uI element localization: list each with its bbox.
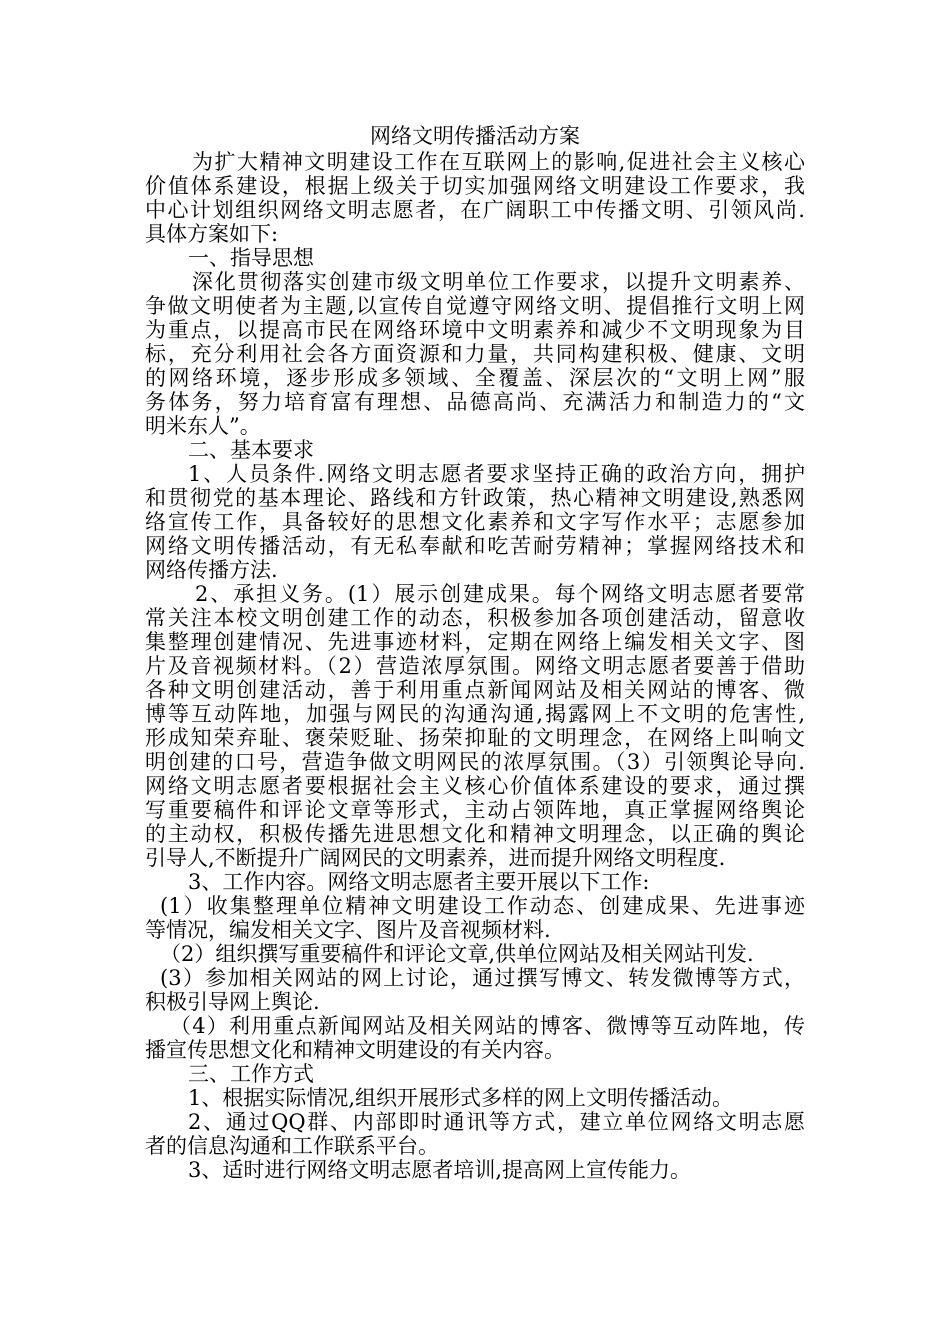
text-line: 价值体系建设，根据上级关于切实加强网络文明建设工作要求，我: [145, 174, 805, 198]
text-line: 写重要稿件和评论文章等形式，主动占领阵地，真正掌握网络舆论: [145, 798, 805, 822]
text-line: 网络文明志愿者要根据社会主义核心价值体系建设的要求，通过撰: [145, 774, 805, 798]
text-line: 2、承担义务。(1）展示创建成果。每个网络文明志愿者要常: [195, 582, 805, 606]
text-line: 的网络环境，逐步形成多领域、全覆盖、深层次的“文明上网”服: [145, 366, 805, 390]
text-line: 中心计划组织网络文明志愿者，在广阔职工中传播文明、引领风尚.: [145, 198, 805, 222]
text-line: 1、人员条件.网络文明志愿者要求坚持正确的政治方向，拥护: [188, 462, 805, 486]
text-line: (3）参加相关网站的网上讨论，通过撰写博文、转发微博等方式，: [160, 966, 805, 990]
text-line: 播宣传思想文化和精神文明建设的有关内容。: [145, 1038, 565, 1062]
text-line: 片及音视频材料。（2）营造浓厚氛围。网络文明志愿者要善于借助: [145, 654, 805, 678]
section-heading: 一、指导思想: [188, 246, 314, 270]
text-line: 网络文明传播活动，有无私奉献和吃苦耐劳精神；掌握网络技术和: [145, 534, 805, 558]
text-line: 引导人,不断提升广阔网民的文明素养，进而提升网络文明程度.: [145, 846, 726, 870]
text-line: 网络传播方法.: [145, 558, 278, 582]
text-line: 3、工作内容。网络文明志愿者主要开展以下工作:: [188, 870, 650, 894]
text-line: 络宣传工作，具备较好的思想文化素养和文字写作水平；志愿参加: [145, 510, 805, 534]
text-line: 为扩大精神文明建设工作在互联网上的影响,促进社会主义核心: [192, 150, 805, 174]
text-line: 各种文明创建活动，善于利用重点新闻网站及相关网站的博客、微: [145, 678, 805, 702]
text-line: 明创建的口号，营造争做文明网民的浓厚氛围。（3）引领舆论导向.: [145, 750, 805, 774]
text-line: 标，充分利用社会各方面资源和力量，共同构建积极、健康、文明: [145, 342, 805, 366]
text-line: 1、根据实际情况,组织开展形式多样的网上文明传播活动。: [188, 1086, 734, 1110]
text-line: 常关注本校文明创建工作的动态，积极参加各项创建活动，留意收: [145, 606, 805, 630]
text-line: 集整理创建情况、先进事迹材料，定期在网络上编发相关文字、图: [145, 630, 805, 654]
text-line: 深化贯彻落实创建市级文明单位工作要求，以提升文明素养、: [192, 270, 805, 294]
section-heading: 三、工作方式: [188, 1062, 314, 1086]
text-line: 具体方案如下:: [145, 222, 279, 246]
text-line: 积极引导网上舆论.: [145, 990, 320, 1014]
text-line: 2、通过QQ群、内部即时通讯等方式，建立单位网络文明志愿: [188, 1110, 805, 1134]
text-line: (1）收集整理单位精神文明建设工作动态、创建成果、先进事迹: [160, 894, 805, 918]
text-line: 3、适时进行网络文明志愿者培训,提高网上宣传能力。: [188, 1158, 692, 1182]
text-line: 争做文明使者为主题,以宣传自觉遵守网络文明、提倡推行文明上网: [145, 294, 805, 318]
text-line: 的主动权，积极传播先进思想文化和精神文明理念，以正确的舆论: [145, 822, 805, 846]
text-line: 务体务，努力培育富有理想、品德高尚、充满活力和制造力的“文: [145, 390, 805, 414]
text-line: 等情况，编发相关文字、图片及音视频材料.: [145, 918, 551, 942]
document-title: 网络文明传播活动方案: [370, 124, 580, 148]
text-line: 者的信息沟通和工作联系平台。: [145, 1134, 439, 1158]
text-line: 形成知荣弃耻、褒荣贬耻、扬荣抑耻的文明理念，在网络上叫响文: [145, 726, 805, 750]
section-heading: 二、基本要求: [188, 438, 314, 462]
text-line: （4）利用重点新闻网站及相关网站的博客、微博等互动阵地，传: [170, 1014, 805, 1038]
text-line: 和贯彻党的基本理论、路线和方针政策，热心精神文明建设,熟悉网: [145, 486, 805, 510]
text-line: （2）组织撰写重要稿件和评论文章,供单位网站及相关网站刊发.: [160, 942, 754, 966]
text-line: 博等互动阵地，加强与网民的沟通沟通,揭露网上不文明的危害性,: [145, 702, 805, 726]
text-line: 为重点，以提高市民在网络环境中文明素养和减少不文明现象为目: [145, 318, 805, 342]
text-line: 明米东人”。: [145, 414, 261, 438]
